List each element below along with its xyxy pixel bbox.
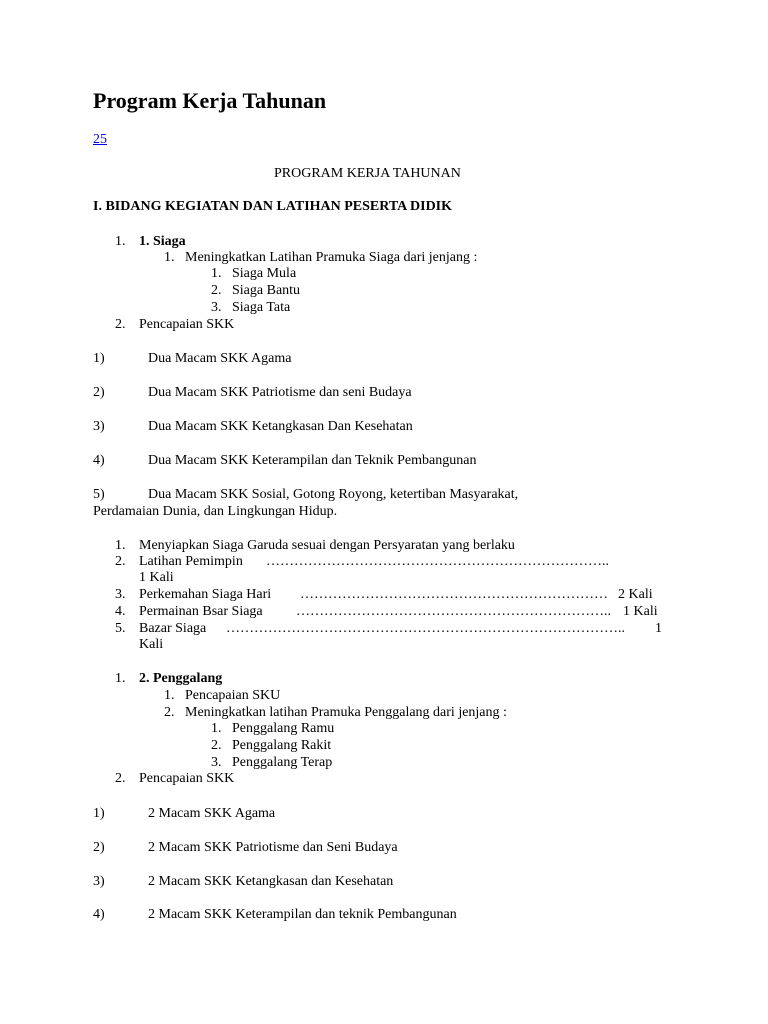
section-label-siaga: 1. Siaga bbox=[139, 234, 186, 249]
list-item: Dua Macam SKK Ketangkasan Dan Kesehatan bbox=[148, 419, 413, 434]
list-item: Dua Macam SKK Patriotisme dan seni Budaya bbox=[148, 385, 412, 400]
page-number-link[interactable]: 25 bbox=[93, 132, 107, 147]
list-item-continuation: 1 Kali bbox=[139, 570, 174, 585]
list-item: 2 Macam SKK Patriotisme dan Seni Budaya bbox=[148, 840, 398, 855]
list-number: 3. bbox=[211, 300, 222, 315]
list-item: Perkemahan Siaga Hari bbox=[139, 587, 272, 602]
list-item: Siaga Bantu bbox=[232, 283, 301, 298]
count-value: 2 Kali bbox=[618, 587, 653, 602]
list-number: 1. bbox=[211, 721, 222, 736]
list-item: Meningkatkan Latihan Pramuka Siaga dari jenjang : bbox=[185, 250, 478, 265]
list-number: 3) bbox=[93, 874, 105, 889]
list-number: 1. bbox=[115, 671, 126, 686]
list-number: 1) bbox=[93, 806, 105, 821]
list-number: 3. bbox=[115, 587, 126, 602]
list-number: 4) bbox=[93, 453, 105, 468]
list-number: 2) bbox=[93, 385, 105, 400]
list-item: 2 Macam SKK Keterampilan dan teknik Pembangunan bbox=[148, 907, 457, 922]
list-number: 3) bbox=[93, 419, 105, 434]
list-number: 1. bbox=[211, 266, 222, 281]
list-number: 2. bbox=[211, 283, 222, 298]
section-heading: I. BIDANG KEGIATAN DAN LATIHAN PESERTA DIDIK bbox=[93, 199, 453, 214]
list-item: Dua Macam SKK Keterampilan dan Teknik Pembangunan bbox=[148, 453, 477, 468]
list-item: Menyiapkan Siaga Garuda sesuai dengan Persyaratan yang berlaku bbox=[139, 538, 515, 553]
list-number: 4) bbox=[93, 907, 105, 922]
list-number: 5. bbox=[115, 621, 126, 636]
leader-dots: ………………………………………………………… bbox=[300, 587, 608, 602]
list-item: Meningkatkan latihan Pramuka Penggalang dari jenjang : bbox=[185, 705, 507, 720]
list-item: Bazar Siaga bbox=[139, 621, 207, 636]
section-label-penggalang: 2. Penggalang bbox=[139, 671, 223, 686]
list-item: 2 Macam SKK Agama bbox=[148, 806, 276, 821]
list-number: 1. bbox=[164, 688, 175, 703]
list-number: 2. bbox=[211, 738, 222, 753]
list-item: Pencapaian SKK bbox=[139, 317, 235, 332]
list-item: Penggalang Ramu bbox=[232, 721, 335, 736]
list-number: 2. bbox=[115, 317, 126, 332]
list-number: 1. bbox=[115, 234, 126, 249]
list-item: Penggalang Terap bbox=[232, 755, 333, 770]
list-number: 5) bbox=[93, 487, 105, 502]
count-value: 1 Kali bbox=[623, 604, 658, 619]
list-item: Siaga Mula bbox=[232, 266, 297, 281]
list-item-continuation: Perdamaian Dunia, dan Lingkungan Hidup. bbox=[93, 504, 338, 519]
list-item: Dua Macam SKK Agama bbox=[148, 351, 292, 366]
count-value: 1 bbox=[655, 621, 662, 636]
leader-dots: ……………………………………………………………….. bbox=[266, 554, 609, 569]
list-item: 2 Macam SKK Ketangkasan dan Kesehatan bbox=[148, 874, 394, 889]
list-item: Permainan Bsar Siaga bbox=[139, 604, 263, 619]
doc-heading: PROGRAM KERJA TAHUNAN bbox=[274, 166, 461, 181]
list-item: Pencapaian SKK bbox=[139, 771, 235, 786]
list-number: 1. bbox=[115, 538, 126, 553]
list-number: 2. bbox=[115, 554, 126, 569]
list-number: 2. bbox=[115, 771, 126, 786]
leader-dots: ………………………………………………………….. bbox=[296, 604, 611, 619]
page-title: Program Kerja Tahunan bbox=[93, 88, 327, 113]
list-item: Pencapaian SKU bbox=[185, 688, 281, 703]
list-item-continuation: Kali bbox=[139, 637, 164, 652]
list-number: 2) bbox=[93, 840, 105, 855]
list-number: 1. bbox=[164, 250, 175, 265]
leader-dots: ………………………………………………………………………….. bbox=[226, 621, 625, 636]
list-number: 3. bbox=[211, 755, 222, 770]
list-item: Siaga Tata bbox=[232, 300, 291, 315]
list-number: 1) bbox=[93, 351, 105, 366]
list-item: Latihan Pemimpin bbox=[139, 554, 243, 569]
list-item: Dua Macam SKK Sosial, Gotong Royong, ketertiban Masyarakat, bbox=[148, 487, 519, 502]
list-item: Penggalang Rakit bbox=[232, 738, 332, 753]
list-number: 4. bbox=[115, 604, 126, 619]
list-number: 2. bbox=[164, 705, 175, 720]
